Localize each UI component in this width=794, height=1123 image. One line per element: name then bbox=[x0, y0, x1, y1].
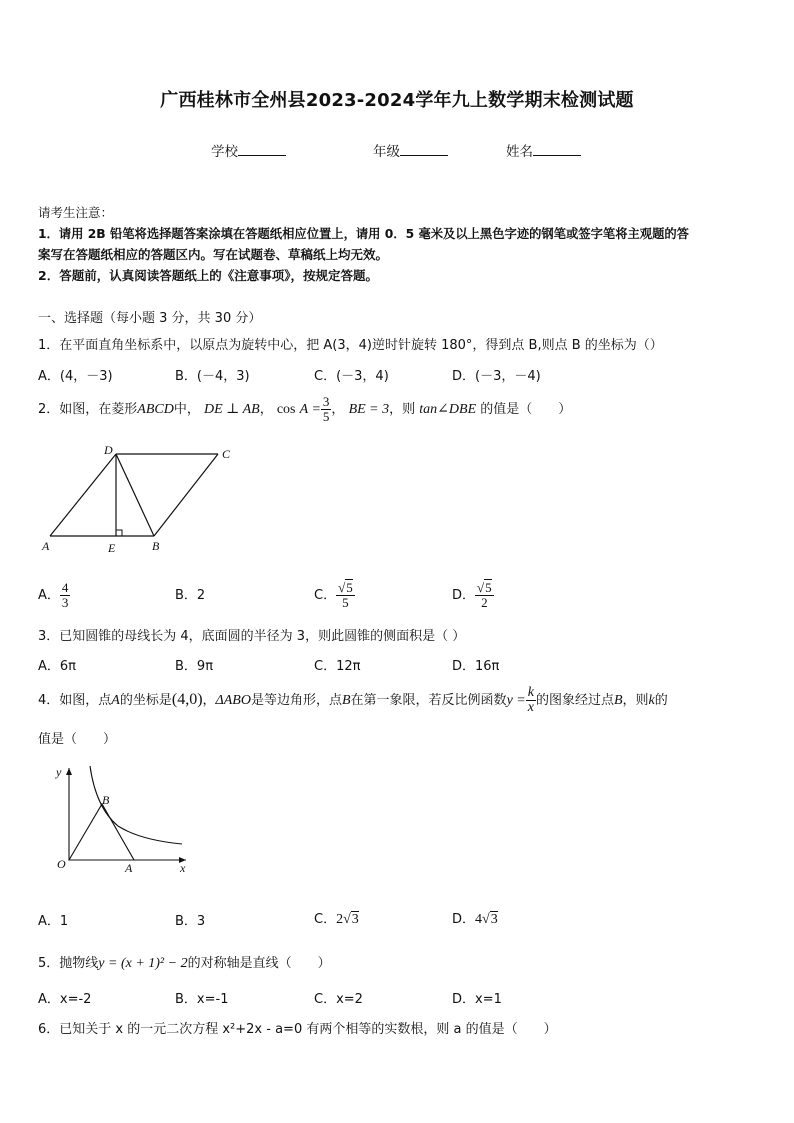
q6-text: 6．已知关于 x 的一元二次方程 x²+2x - a=0 有两个相等的实数根，则 a 的值是（ ） bbox=[38, 1022, 557, 1037]
notice-line-1b: 案写在答题纸相应的答题区内。写在试题卷、草稿纸上均无效。 bbox=[38, 247, 389, 262]
q4-option-c-root: √3 bbox=[343, 912, 359, 927]
q2-option-c-num: √5 bbox=[338, 580, 353, 595]
q5-option-a: A．x=-2 bbox=[38, 992, 92, 1007]
label-o: O bbox=[57, 857, 66, 871]
q4-frac-x: x bbox=[527, 700, 534, 715]
q2-rhombus-lines bbox=[50, 454, 218, 536]
grade-label: 年级 bbox=[373, 144, 400, 160]
q4-option-a: A．1 bbox=[38, 914, 69, 929]
name-label: 姓名 bbox=[506, 144, 533, 160]
q2-a-eq: A = bbox=[299, 402, 321, 417]
q2-mid: 中， bbox=[173, 402, 200, 417]
q4-option-c-coef: 2 bbox=[336, 912, 344, 927]
q2-tan: tan∠DBE bbox=[419, 402, 477, 417]
label-a: A bbox=[42, 539, 50, 553]
q4-option-d-root: √3 bbox=[482, 912, 498, 927]
q5-suffix: 的对称轴是直线（ ） bbox=[187, 956, 331, 971]
q1-option-d: D．(－3，－4) bbox=[452, 369, 541, 384]
q3-text: 3．已知圆锥的母线长为 4，底面圆的半径为 3，则此圆锥的侧面积是（ ） bbox=[38, 629, 466, 644]
q2-comma: ， bbox=[259, 402, 273, 417]
side-ad bbox=[50, 454, 116, 536]
q2-option-d-radicand: 5 bbox=[485, 580, 492, 595]
q2-option-d-num: √5 bbox=[477, 580, 492, 595]
triangle-abo bbox=[69, 804, 134, 860]
q2-option-a-frac bbox=[60, 581, 71, 610]
q2-de-ab: DE ⊥ AB bbox=[204, 402, 260, 417]
right-angle-mark bbox=[116, 530, 122, 536]
label-c: C bbox=[222, 447, 231, 461]
school-blank bbox=[238, 142, 286, 156]
y-axis-arrow bbox=[66, 768, 72, 775]
q1-text: 1．在平面直角坐标系中，以原点为旋转中心，把 A(3，4)逆时针旋转 180°，得到点 B,则点 B 的坐标为（） bbox=[38, 338, 663, 353]
q4-graph-figure bbox=[48, 760, 198, 880]
q4-line1a: 4．如图，点 bbox=[38, 693, 112, 708]
q5-prefix: 5．抛物线 bbox=[38, 956, 99, 971]
q3-option-c: C．12π bbox=[314, 659, 361, 674]
name-field bbox=[506, 140, 581, 160]
q4-line1e: 的图象经过点 bbox=[535, 693, 614, 708]
q2-option-d-den: 2 bbox=[481, 595, 488, 610]
notice-line-2: 2．答题前，认真阅读答题纸上的《注意事项》，按规定答题。 bbox=[38, 268, 378, 283]
q4-comma: ， bbox=[202, 693, 216, 708]
label-y: y bbox=[56, 765, 62, 779]
q2-option-d bbox=[452, 578, 494, 614]
q4-option-d bbox=[452, 908, 498, 928]
q4-option-c bbox=[314, 908, 359, 928]
q5-text bbox=[38, 952, 331, 972]
q2-cos: cos bbox=[276, 402, 296, 417]
q2-option-a-num: 4 bbox=[61, 580, 69, 595]
q2-option-c-label: C． bbox=[314, 588, 337, 603]
q4-line1d: 在第一象限，若反比例函数 bbox=[350, 693, 507, 708]
q2-cos-den: 5 bbox=[322, 409, 330, 424]
q4-line-2: 值是（ ） bbox=[38, 732, 117, 747]
q4-option-b: B．3 bbox=[175, 914, 206, 929]
q4-option-d-label: D． bbox=[452, 912, 476, 927]
q2-option-a-den: 3 bbox=[61, 595, 69, 610]
q4-line-1 bbox=[38, 682, 668, 718]
grade-field bbox=[373, 140, 448, 160]
q2-option-a-label: A． bbox=[38, 588, 60, 603]
q1-option-c: C．(－3，4) bbox=[314, 369, 389, 384]
section-heading: 一、选择题（每小题 3 分，共 30 分） bbox=[38, 311, 262, 326]
q5-expr: y = (x + 1)² − 2 bbox=[98, 956, 188, 971]
q4-coord: (4,0) bbox=[171, 691, 203, 708]
q2-suffix: 的值是（ ） bbox=[480, 402, 572, 417]
label-b: B bbox=[102, 793, 110, 807]
q2-text bbox=[38, 391, 571, 429]
q4-k2: k bbox=[648, 693, 655, 708]
q4-line1f: ，则 bbox=[622, 693, 649, 708]
q4-line1c: 是等边角形，点 bbox=[250, 693, 342, 708]
q4-point-a: A bbox=[111, 693, 120, 708]
q2-option-d-frac bbox=[475, 581, 494, 610]
segment-db bbox=[116, 454, 154, 536]
school-label: 学校 bbox=[211, 144, 238, 160]
notice-heading: 请考生注意： bbox=[38, 205, 114, 220]
q2-cos-num: 3 bbox=[322, 394, 330, 409]
q4-frac-k: k bbox=[527, 685, 534, 700]
q3-option-b: B．9π bbox=[175, 659, 214, 674]
school-field bbox=[211, 140, 286, 160]
label-e: E bbox=[108, 541, 116, 555]
q4-option-c-label: C． bbox=[314, 912, 337, 927]
q4-y-eq: y = bbox=[506, 693, 526, 708]
q4-axes bbox=[66, 768, 186, 863]
q2-option-c-radicand: 5 bbox=[346, 580, 353, 595]
q3-option-d: D．16π bbox=[452, 659, 500, 674]
name-blank bbox=[533, 142, 581, 156]
q2-option-b: B．2 bbox=[175, 588, 206, 603]
q4-option-d-radicand: 3 bbox=[490, 912, 498, 927]
q3-option-a: A．6π bbox=[38, 659, 76, 674]
q2-cos-fraction bbox=[321, 395, 332, 424]
q1-option-a: A．(4，－3) bbox=[38, 369, 113, 384]
q5-option-d: D．x=1 bbox=[452, 992, 502, 1007]
q4-point-b2: B bbox=[613, 693, 623, 708]
q2-option-d-label: D． bbox=[452, 588, 476, 603]
grade-blank bbox=[400, 142, 448, 156]
q4-k-over-x bbox=[526, 686, 536, 715]
q2-abcd: ABCD bbox=[137, 402, 174, 417]
q2-option-c bbox=[314, 578, 355, 614]
page-title: 广西桂林市全州县2023-2024学年九上数学期末检测试题 bbox=[160, 90, 634, 111]
label-a: A bbox=[125, 861, 133, 875]
q4-option-d-coef: 4 bbox=[475, 912, 483, 927]
label-b: B bbox=[152, 539, 160, 553]
q4-option-c-radicand: 3 bbox=[351, 912, 359, 927]
q2-be: BE = 3 bbox=[348, 402, 390, 417]
side-cb bbox=[154, 454, 218, 536]
q2-option-a bbox=[38, 578, 70, 614]
q2-comma-2: ， bbox=[331, 402, 345, 417]
label-d: D bbox=[104, 443, 113, 457]
q2-option-c-den: 5 bbox=[342, 595, 349, 610]
label-x: x bbox=[180, 861, 186, 875]
q2-rhombus-figure bbox=[38, 440, 238, 560]
q5-option-b: B．x=-1 bbox=[175, 992, 229, 1007]
q1-option-b: B．(－4，3) bbox=[175, 369, 250, 384]
q4-point-b: B bbox=[341, 693, 351, 708]
notice-line-1a: 1．请用 2B 铅笔将选择题答案涂填在答题纸相应位置上，请用 0．5 毫米及以上黑色字迹的钢笔或签字笔将主观题的答 bbox=[38, 227, 689, 241]
q2-prefix: 2．如图，在菱形 bbox=[38, 402, 138, 417]
q4-line1g: 的 bbox=[654, 693, 668, 708]
q4-abo: ΔABO bbox=[215, 693, 251, 708]
q2-then: ，则 bbox=[389, 402, 416, 417]
q4-line1b: 的坐标是 bbox=[119, 693, 172, 708]
q2-option-c-frac bbox=[336, 581, 355, 610]
q5-option-c: C．x=2 bbox=[314, 992, 363, 1007]
